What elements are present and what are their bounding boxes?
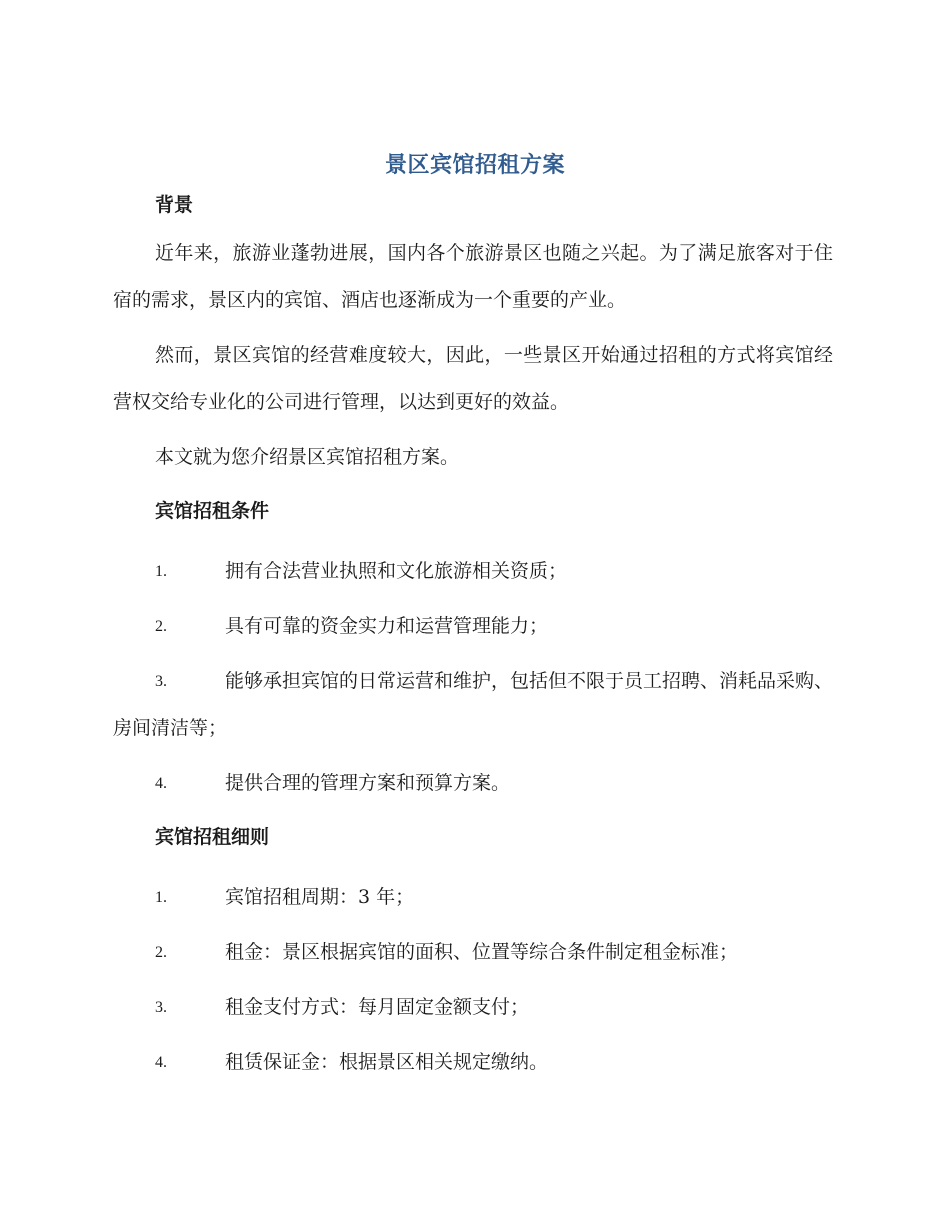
list-number: 1.: [155, 889, 167, 906]
list-number: 2.: [155, 618, 167, 635]
list-item-text: 拥有合法营业执照和文化旅游相关资质；: [225, 560, 568, 582]
list-item-text: 能够承担宾馆的日常运营和维护，包括但不限于员工招聘、消耗品采购、房间清洁等；: [113, 670, 834, 739]
list-number: 3.: [155, 999, 167, 1016]
list-item-text: 租赁保证金：根据景区相关规定缴纳。: [225, 1051, 549, 1073]
list-item: [113, 929, 833, 976]
list-item-text: 宾馆招租周期：3 年；: [225, 886, 415, 908]
paragraph: 近年来，旅游业蓬勃进展，国内各个旅游景区也随之兴起。为了满足旅客对于住宿的需求，景区内的宾馆、酒店也逐渐成为一个重要的产业。: [113, 242, 833, 311]
list-item-text: 提供合理的管理方案和预算方案。: [225, 772, 511, 794]
section-heading-rules: 宾馆招租细则: [155, 826, 270, 848]
section-heading-conditions: 宾馆招租条件: [155, 500, 270, 522]
list-number: 4.: [155, 775, 167, 792]
list-item-text: 具有可靠的资金实力和运营管理能力；: [225, 615, 549, 637]
paragraph: 然而，景区宾馆的经营难度较大，因此，一些景区开始通过招租的方式将宾馆经营权交给专业化的公司进行管理，以达到更好的效益。: [113, 344, 833, 413]
list-item: [113, 760, 833, 807]
document-title: 景区宾馆招租方案: [384, 153, 565, 178]
section-heading-background: 背景: [155, 194, 194, 216]
list-item: [113, 548, 833, 595]
list-number: 2.: [155, 944, 167, 961]
list-number: 4.: [155, 1054, 167, 1071]
paragraph: 本文就为您介绍景区宾馆招租方案。: [155, 446, 460, 468]
list-item-text: 租金：景区根据宾馆的面积、位置等综合条件制定租金标准；: [225, 941, 739, 963]
list-item: [113, 658, 833, 752]
list-item: [113, 603, 833, 650]
list-number: 3.: [155, 673, 167, 690]
document-body: [113, 188, 833, 1086]
list-number: 1.: [155, 563, 167, 580]
list-item: [113, 874, 833, 921]
list-item: [113, 1039, 833, 1086]
list-item: [113, 984, 833, 1031]
list-item-text: 租金支付方式：每月固定金额支付；: [225, 996, 530, 1018]
